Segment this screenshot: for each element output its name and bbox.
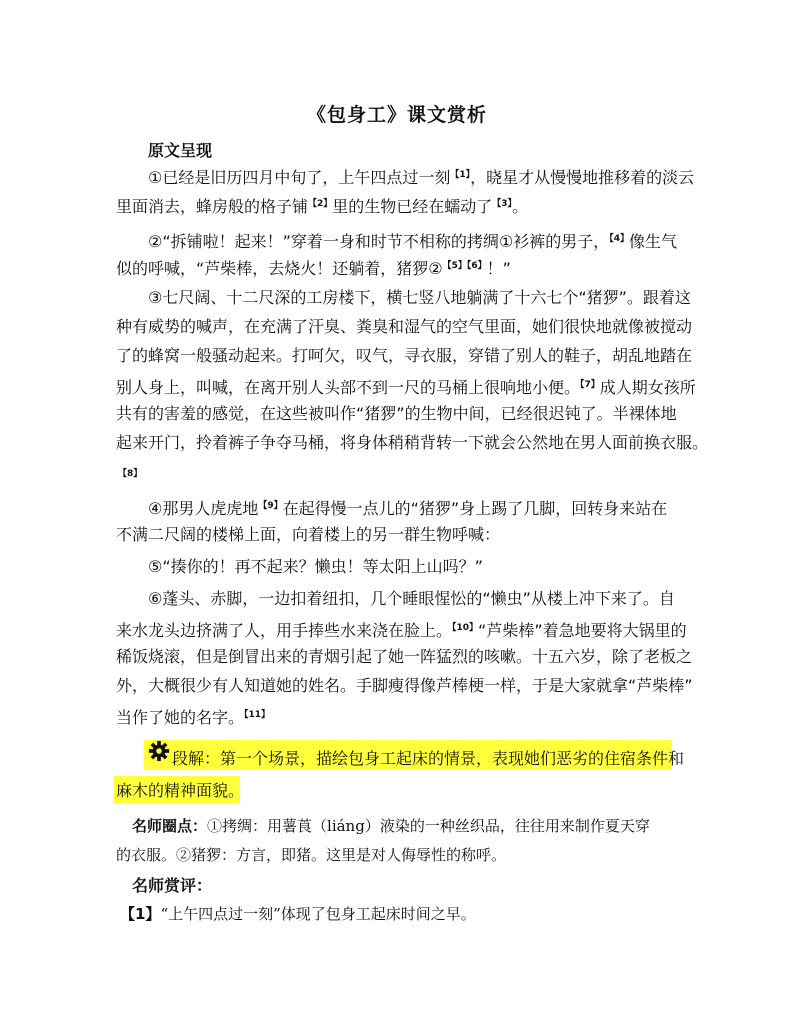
ref-marker: 【11】 — [244, 710, 271, 720]
paragraph-6-line-1: ⑥蓬头、赤脚，一边扣着纽扣，几个睡眼惺忪的“懒虫”从楼上冲下来了。自 — [148, 589, 675, 608]
ref-marker: 【8】 — [118, 469, 143, 479]
paragraph-6-line-4: 外，大概很少有人知道她的姓名。手脚瘦得像芦棒梗一样，于是大家就拿“芦柴棒” — [116, 676, 693, 695]
paragraph-3-line-2: 种有威势的喊声，在充满了汗臭、粪臭和湿气的空气里面，她们很快地就像被搅动 — [116, 317, 693, 336]
comment-item-1: 【1】“上午四点过一刻”体现了包身工起床时间之早。 — [120, 905, 476, 923]
ref-marker: 【1】 — [450, 170, 471, 180]
ref-marker: 【3】 — [492, 199, 513, 209]
section-heading: 原文呈现 — [148, 141, 213, 160]
paragraph-6-line-2: 来水龙头边挤满了人，用手捧些水来浇在脸上。$^{【10】}$“芦柴棒”着急地要将大锅里的 — [116, 621, 687, 640]
paragraph-1-line-1: ①已经是旧历四月中旬了，上午四点过一刻$^{【1】}$，晓星才从慢慢地推移着的淡云 — [148, 168, 695, 187]
analysis-line-2: 麻木的精神面貌。 — [116, 781, 245, 800]
paragraph-5-line-1: ⑤“揍你的！再不起来？懒虫！等太阳上山吗？” — [148, 557, 483, 576]
analysis-line-1: 段解：第一个场景，描绘包身工起床的情景，表现她们恶劣的住宿条件和 — [172, 749, 685, 768]
notes-label: 名师圈点： — [132, 817, 208, 835]
document-title: 《包身工》课文赏析 — [306, 104, 487, 126]
comments-label: 名师赏评： — [132, 876, 213, 895]
teacher-notes-line-2: 的衣服。②猪猡：方言，即猪。这里是对人侮辱性的称呼。 — [116, 846, 507, 864]
teacher-notes-line-1: 名师圈点：①拷绸：用薯莨（liáng）液染的一种丝织品，往往用来制作夏天穿 — [132, 817, 650, 835]
paragraph-1-line-2: 里面消去，蜂房般的格子铺$^{【2】}$里的生物已经在蠕动了$^{【3】}$。 — [116, 197, 529, 216]
ref-marker: 【10】 — [452, 623, 479, 633]
comment-tag: 【1】 — [120, 905, 161, 923]
paragraph-3-line-1: ③七尺阔、十二尺深的工房楼下，横七竖八地躺满了十六七个“猪猡”。跟着这 — [148, 288, 691, 307]
paragraph-4-line-1: ④那男人虎虎地$^{【9】}$在起得慢一点儿的“猪猡”身上踢了几脚，回转身来站在 — [148, 499, 668, 518]
gear-icon — [148, 740, 170, 762]
paragraph-3-line-3: 了的蜂窝一般骚动起来。打呵欠，叹气，寻衣服，穿错了别人的鞋子，胡乱地踏在 — [116, 346, 693, 365]
ref-marker: 【4】 — [609, 234, 630, 244]
paragraph-2-line-2: 似的呼喊，“芦柴棒，去烧火！还躺着，猪猡②$^{【5】【6】}$！” — [116, 259, 511, 278]
ref-marker: 【5】 — [442, 261, 467, 271]
ref-marker: 【9】 — [258, 501, 283, 511]
paragraph-6-line-3: 稀饭烧滚，但是倒冒出来的青烟引起了她一阵猛烈的咳嗽。十五六岁，除了老板之 — [116, 647, 693, 666]
paragraph-3-line-5: 共有的害羞的感觉，在这些被叫作“猪猡”的生物中间，已经很迟钝了。半裸体地 — [116, 404, 677, 423]
ref-marker: 【2】 — [308, 199, 333, 209]
ref-marker: 【7】 — [580, 380, 600, 390]
paragraph-6-line-5: 当作了她的名字。$^{【11】}$ — [116, 708, 271, 727]
ref-marker: 【6】 — [466, 261, 487, 271]
paragraph-2-line-1: ②“拆铺啦！起来！”穿着一身和时节不相称的拷绸①衫裤的男子，$^{【4】}$像生气 — [148, 232, 678, 251]
paragraph-3-line-6: 起来开门，拎着裤子争夺马桶，将身体稍稍背转一下就会公然地在男人面前换衣服。 — [116, 433, 709, 452]
paragraph-3-line-4: 别人身上，叫喊，在离开别人头部不到一尺的马桶上很响地小便。$^{【7】}$成人期女孩所 — [116, 378, 696, 397]
paragraph-4-line-2: 不满二尺阔的楼梯上面，向着楼上的另一群生物呼喊： — [116, 525, 501, 544]
